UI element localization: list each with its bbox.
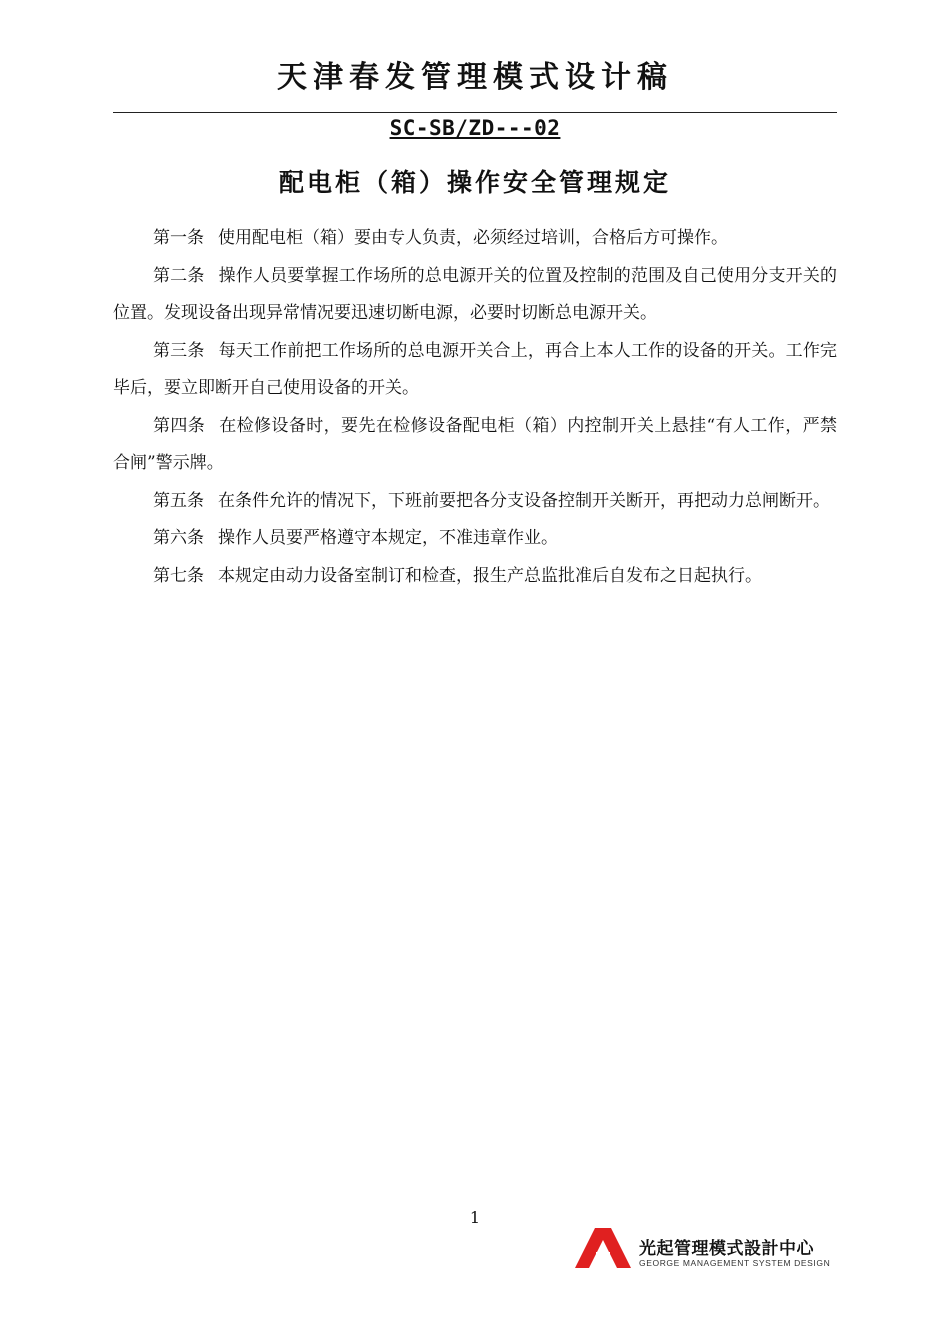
article-4 (113, 408, 837, 483)
article-label: 第三条 (153, 340, 205, 361)
article-label: 第四条 (153, 415, 206, 436)
article-text: 本规定由动力设备室制订和检查，报生产总监批准后自发布之日起执行。 (218, 565, 762, 586)
article-label: 第六条 (153, 528, 204, 548)
article-text: 操作人员要掌握工作场所的总电源开关的位置及控制的范围及自己使用分支开关的位置。发现设备出现异常情况要迅速切断电源，必要时切断总电源开关。 (113, 265, 838, 323)
header-rule (113, 112, 837, 113)
article-label: 第二条 (153, 265, 205, 286)
article-text: 在检修设备时，要先在检修设备配电柜（箱）内控制开关上悬挂“有人工作，严禁合闸”警示牌。 (113, 415, 837, 473)
page-number: 1 (469, 1208, 481, 1227)
document-title: 配电柜（箱）操作安全管理规定 (278, 168, 671, 197)
article-text: 每天工作前把工作场所的总电源开关合上，再合上本人工作的设备的开关。工作完毕后，要立即断开自己使用设备的开关。 (113, 340, 838, 398)
article-text: 在条件允许的情况下，下班前要把各分支设备控制开关断开，再把动力总闸断开。 (218, 490, 830, 511)
article-6 (113, 520, 837, 558)
page-header-title: 天津春发管理模式设计稿 (277, 60, 673, 95)
article-7 (113, 558, 837, 596)
article-1 (113, 220, 837, 258)
logo-a-icon (575, 1228, 635, 1268)
article-text: 操作人员要严格遵守本规定，不准违章作业。 (218, 528, 558, 548)
article-5 (113, 483, 837, 521)
article-label: 第一条 (153, 228, 204, 248)
document-code: SC-SB/ZD---02 (389, 116, 561, 140)
article-2 (113, 258, 837, 333)
article-text: 使用配电柜（箱）要由专人负责，必须经过培训，合格后方可操作。 (218, 228, 728, 248)
logo-name-cn: 光起管理模式設計中心 (639, 1239, 814, 1259)
document-body (113, 220, 837, 595)
article-label: 第七条 (153, 565, 204, 586)
footer-logo (575, 1228, 840, 1270)
article-3 (113, 333, 837, 408)
logo-name-en: GEORGE MANAGEMENT SYSTEM DESIGN (639, 1258, 831, 1268)
article-label: 第五条 (153, 490, 204, 511)
